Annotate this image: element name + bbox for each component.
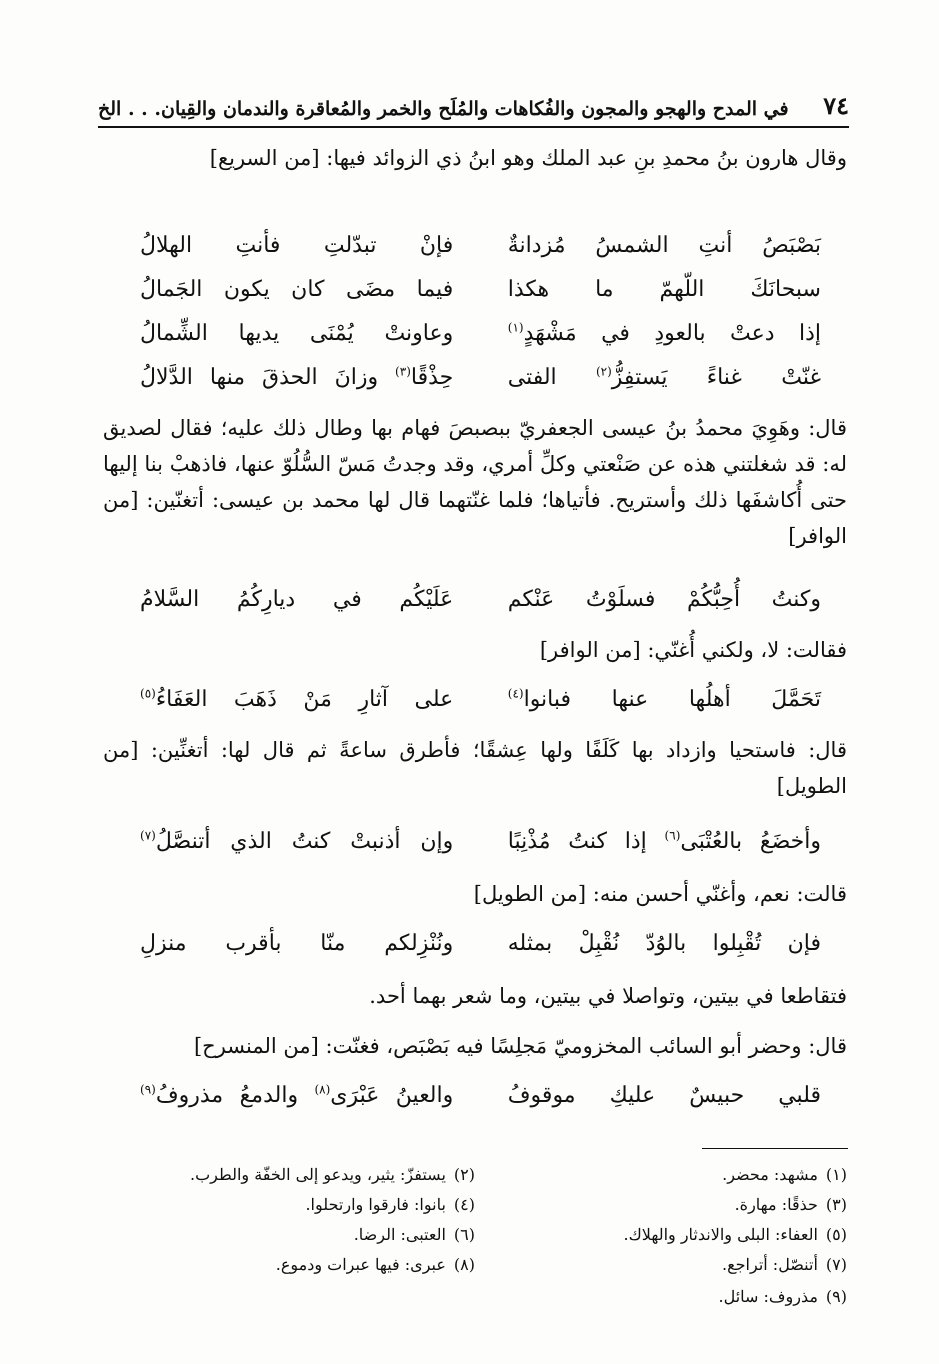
verse-text: وإن أذنبتْ كنتُ الذي أتنصَّلُ — [155, 829, 454, 854]
verse-second-hemistich: فيما مضَى كان يكون الجَمالُ — [140, 277, 454, 302]
paragraph-reply: فقالت: لا، ولكني أُغنّي: [من الوافر] — [539, 638, 847, 662]
footnote-text: بانوا: فارقوا وارتحلوا. — [305, 1195, 446, 1214]
footnote — [354, 1224, 475, 1246]
footnote — [722, 1254, 847, 1276]
footnote-text: عبرى: فيها عبرات ودموع. — [275, 1255, 446, 1274]
footnote-number: (٥) — [825, 1225, 847, 1244]
verse-text: وأخضَعُ بالعُتْبَى — [680, 829, 822, 854]
verse-line — [140, 580, 821, 620]
footnote-marker: (٤) — [507, 686, 524, 701]
verse-first-hemistich — [508, 314, 821, 354]
footnote-marker: (٧) — [140, 828, 156, 843]
verse-line — [140, 680, 821, 720]
footnote-marker: (٥) — [140, 686, 156, 701]
footnote — [718, 1286, 847, 1308]
footnote-text: أتنصّل: أتراجع. — [722, 1255, 818, 1274]
footnote-marker: (١) — [507, 320, 524, 335]
footnote-number: (٧) — [825, 1255, 847, 1274]
footnote — [624, 1224, 848, 1246]
verse-second-hemistich: وعاونتْ يُمْنَى يديها الشِّمالُ — [140, 321, 454, 346]
verse-first-hemistich: بَصْبَصُ أنتِ الشمسُ مُزدانةٌ — [507, 233, 821, 258]
verse-first-hemistich — [508, 358, 821, 398]
footnote-number: (٢) — [453, 1165, 475, 1184]
verse-second-hemistich: عَلَيْكُم في ديارِكُمُ السَّلامُ — [140, 587, 454, 612]
verse-first-hemistich: فإن تُقْبِلوا بالوُدّ نُقْبِلْ بمثله — [507, 931, 821, 956]
verse-text: غنّتْ غناءً يَستفِزُّ — [611, 365, 821, 390]
verse-line — [140, 924, 821, 964]
page-header — [98, 80, 849, 128]
footnote-number: (٦) — [453, 1225, 475, 1244]
paragraph-narrative: فتقاطعا في بيتين، وتواصلا في بيتين، وما شعر بهما أحد. — [369, 984, 847, 1008]
footnote-marker: (٩) — [140, 1082, 156, 1097]
footnote-number: (١) — [825, 1165, 847, 1184]
verse-second-hemistich — [140, 822, 453, 862]
footnote-separator — [702, 1148, 848, 1149]
footnote — [735, 1194, 847, 1216]
verse-text: والدمعُ مذروفُ — [155, 1083, 315, 1108]
footnote — [276, 1254, 475, 1276]
footnote-text: مشهد: محضر. — [722, 1165, 818, 1184]
verse-text: الفتى — [507, 365, 596, 390]
running-title: في المدح والهجو والمجون والفُكاهات والمُلَح والخمر والمُعاقرة والندمان والقِيان. . . الخ — [98, 98, 789, 120]
footnote-text: حذقًا: مهارة. — [734, 1195, 818, 1214]
verse-text: إذا دعتْ بالعودِ في مَشْهَدٍ — [523, 321, 821, 346]
footnote-number: (٩) — [825, 1287, 847, 1306]
paragraph-narrative: قال: فاستحيا وازداد بها كَلَفًا ولها عِشقًا؛ فأطرق ساعةً ثم قال لها: أتغنِّين: [من الطويل] — [103, 738, 847, 798]
verse-text: والعينُ عَبْرَى — [330, 1083, 454, 1108]
verse-line — [140, 1076, 821, 1116]
verse-second-hemistich: فإنْ تبدّلتِ فأنتِ الهلالُ — [140, 233, 454, 258]
footnote — [190, 1164, 475, 1186]
paragraph-reply: قالت: نعم، وأغنّي أحسن منه: [من الطويل] — [473, 882, 847, 906]
verse-text: إذا كنتُ مُذْنِبًا — [507, 829, 665, 854]
verse-text: حِذْقًا — [410, 365, 454, 390]
verse-text: تَحَمَّلَ أهلُها عنها فبانوا — [523, 687, 821, 712]
footnote-number: (٣) — [825, 1195, 847, 1214]
verse-line — [140, 270, 821, 310]
footnote-text: العتبى: الرضا. — [353, 1225, 446, 1244]
footnote — [722, 1164, 847, 1186]
verse-second-hemistich: ونُنْزِلكم منّا بأقرب منزلِ — [140, 931, 454, 956]
footnote-text: العفاء: البلى والاندثار والهلاك. — [623, 1225, 818, 1244]
verse-line — [140, 226, 821, 266]
verse-text: على آثارِ مَنْ ذَهَبَ العَفَاءُ — [155, 687, 454, 712]
footnote-number: (٨) — [453, 1255, 475, 1274]
footnote — [305, 1194, 475, 1216]
page-number: ٧٤ — [823, 91, 849, 120]
paragraph-narrative: قال: وهَوِيَ محمدُ بنُ عيسى الجعفريّ ببصبصَ فهام بها وطال ذلك عليه؛ فقال لصديق له: قد شغلتني هذه عن صَنْعتي وكلِّ أمري، وقد وجدتُ مَسّ السُّلُوّ عنها، فاذهبْ بنا إليها حتى أُكاشفَها ذلك وأستريح. فأتياها؛ فلما غنّتهما قال لها محمد بن عيسى: أتغنّين: [من الوافر] — [103, 416, 847, 548]
verse-second-hemistich — [140, 358, 453, 398]
verse-first-hemistich — [508, 680, 821, 720]
footnote-marker: (٢) — [595, 364, 612, 379]
paragraph-narrative: قال: وحضر أبو السائب المخزوميّ مَجلِسًا فيه بَصْبَص، فغنّت: [من المنسرح] — [193, 1034, 847, 1058]
verse-line — [140, 822, 821, 862]
verse-first-hemistich — [508, 822, 821, 862]
footnote-number: (٤) — [453, 1195, 475, 1214]
verse-second-hemistich — [140, 1076, 453, 1116]
verse-first-hemistich: قلبي حبيسٌ عليكِ موقوفُ — [507, 1083, 821, 1108]
footnote-marker: (٨) — [314, 1082, 331, 1097]
verse-second-hemistich — [140, 680, 453, 720]
verse-line — [140, 314, 821, 354]
verse-first-hemistich: وكنتُ أُحِبُّكُمْ فسلَوْتُ عَنْكم — [507, 587, 821, 612]
paragraph-intro: وقال هارون بنُ محمدِ بنِ عبد الملك وهو ابنُ ذي الزوائد فيها: [من السريع] — [209, 146, 847, 170]
verse-line — [140, 358, 821, 398]
verse-text: وزانَ الحذقَ منها الدَّلالُ — [140, 365, 396, 390]
verse-first-hemistich: سبحانَكَ اللّهمّ ما هكذا — [507, 277, 821, 302]
footnote-text: يستفزّ: يثير، ويدعو إلى الخفّة والطرب. — [189, 1165, 446, 1184]
footnote-marker: (٦) — [664, 828, 681, 843]
footnote-text: مذروف: سائل. — [718, 1287, 818, 1306]
footnote-marker: (٣) — [395, 364, 411, 379]
